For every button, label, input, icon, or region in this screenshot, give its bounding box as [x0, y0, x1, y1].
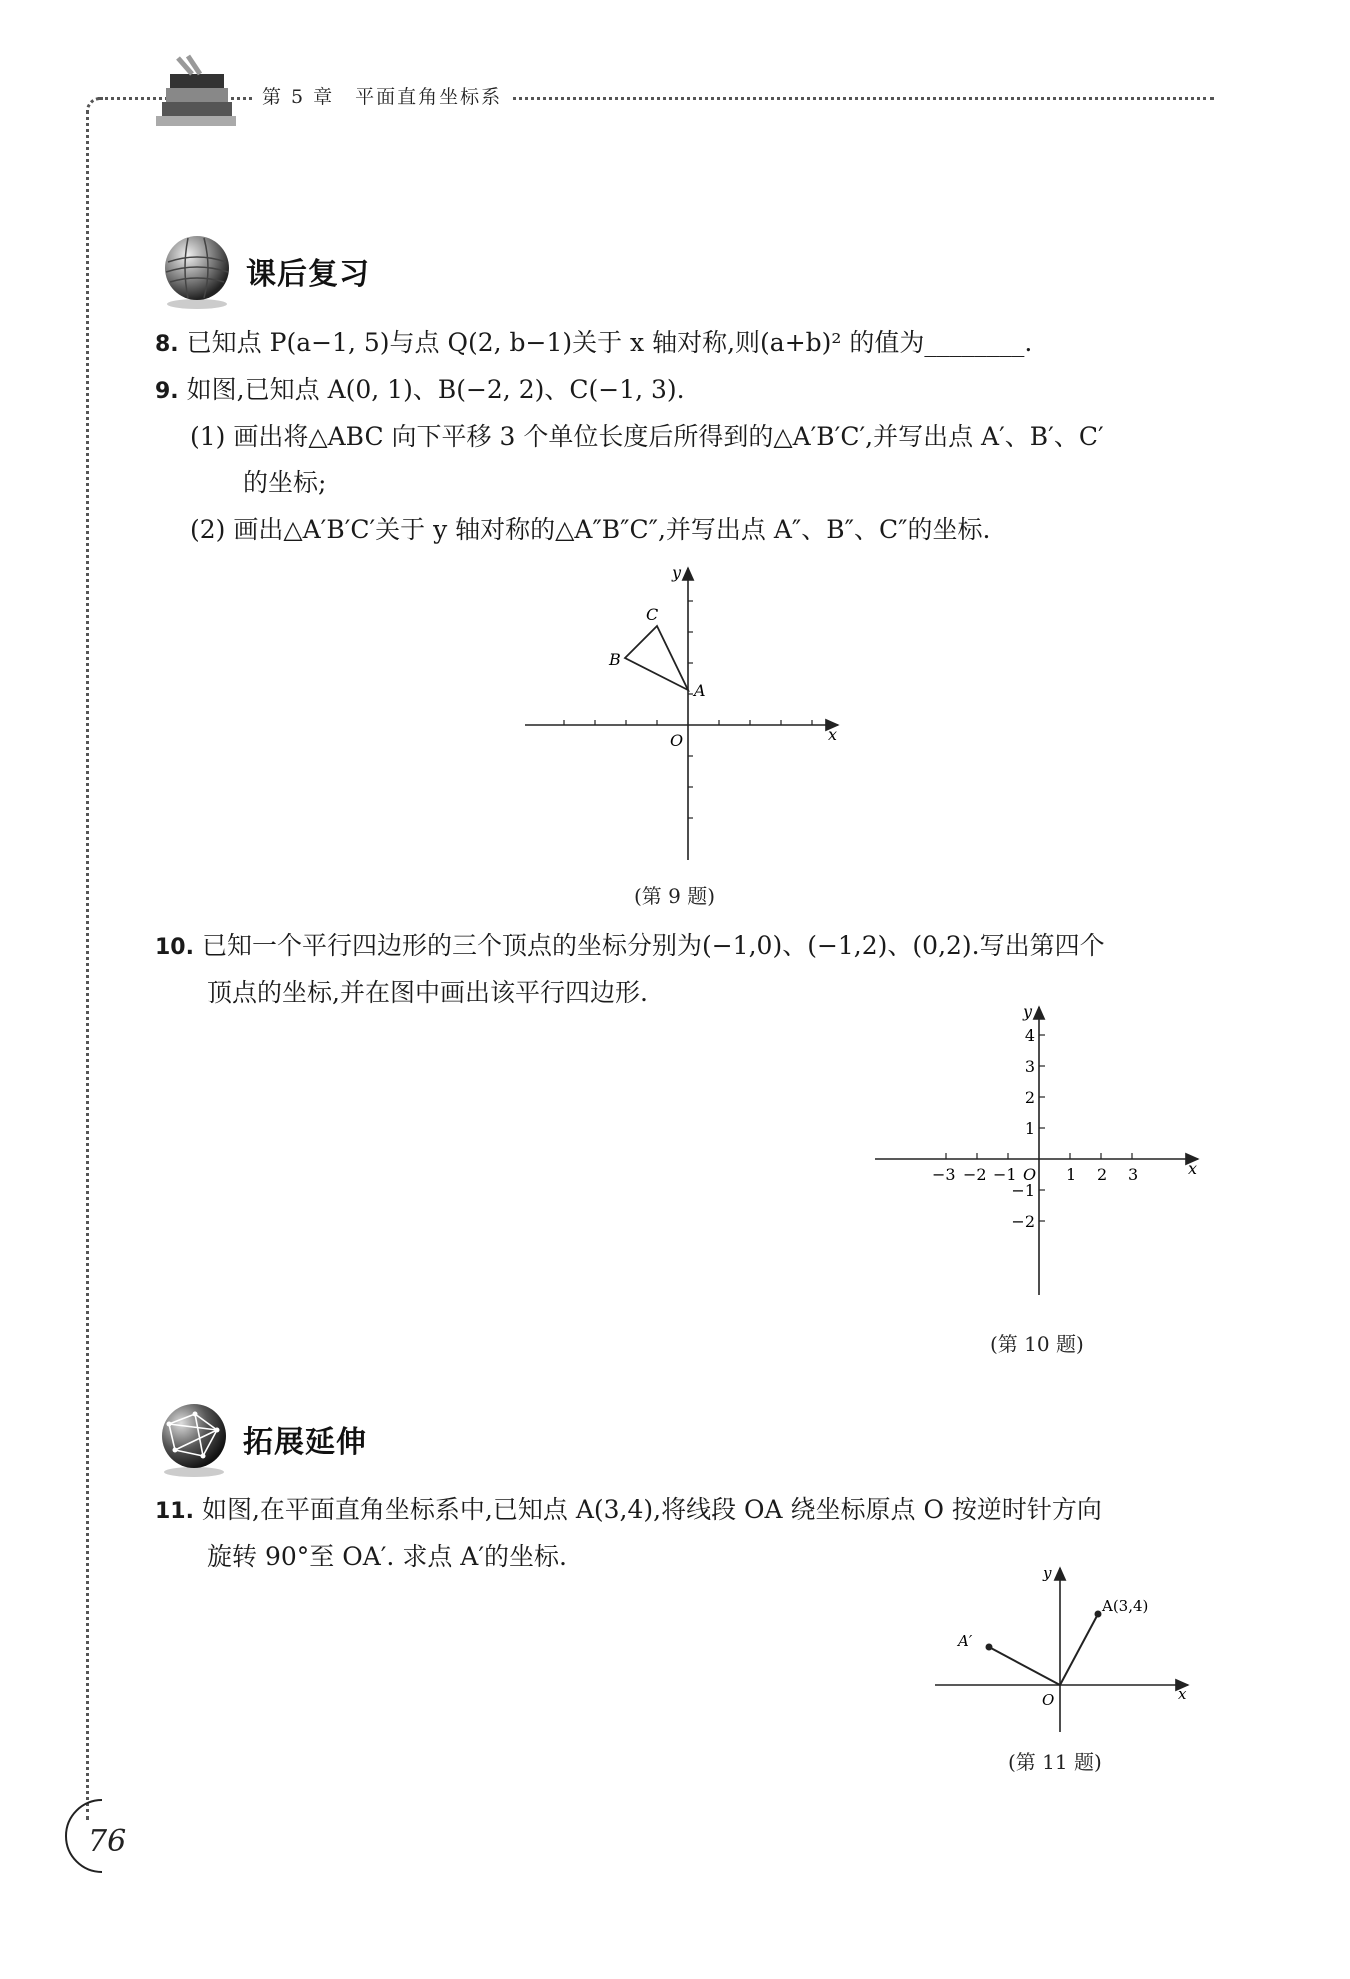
sphere-icon [158, 232, 236, 310]
question-9-part1-line2: 的坐标; [243, 468, 327, 497]
fig10-x-tick-1: 1 [1066, 1165, 1077, 1184]
figure-11-caption: (第 11 题) [1008, 1750, 1102, 1774]
question-9 [155, 375, 685, 405]
fig10-x-tick-3: 3 [1128, 1165, 1139, 1184]
side-dotted-rule [86, 110, 89, 1820]
question-10-number: 10. [155, 935, 194, 960]
question-8 [155, 328, 1032, 358]
fig10-x-tick-neg1: −1 [993, 1165, 1017, 1184]
question-11-number: 11. [155, 1499, 194, 1524]
fig11-label-a: A(3,4) [1102, 1597, 1149, 1615]
figure-11 [930, 1560, 1210, 1750]
question-10-line2: 顶点的坐标,并在图中画出该平行四边形. [207, 978, 648, 1007]
question-11-line2: 旋转 90°至 OA′. 求点 A′的坐标. [207, 1542, 567, 1571]
question-11-line1: 如图,在平面直角坐标系中,已知点 A(3,4),将线段 OA 绕坐标原点 O 按逆时针方向 [201, 1495, 1102, 1524]
fig11-segment-oa-prime [989, 1647, 1060, 1685]
fig9-label-c: C [646, 605, 659, 624]
question-9-number: 9. [155, 379, 179, 404]
fig10-y-tick-4: 4 [1024, 1026, 1035, 1045]
question-9-part1-line1: (1) 画出将△ABC 向下平移 3 个单位长度后所得到的△A′B′C′,并写出点 A′、B′、C′ [190, 422, 1104, 451]
fig9-label-a: A [694, 681, 706, 700]
fig10-origin-label: O [1023, 1165, 1037, 1184]
fig10-y-tick-neg1: −1 [1011, 1181, 1035, 1200]
question-8-number: 8. [155, 332, 179, 357]
fig11-x-label: x [1178, 1685, 1187, 1703]
figure-10 [870, 995, 1210, 1305]
fig11-segment-oa [1060, 1614, 1098, 1685]
question-8-text: 已知点 P(a−1, 5)与点 Q(2, b−1)关于 x 轴对称,则(a+b)² 的值为________. [186, 328, 1033, 357]
fig10-x-tick-neg2: −2 [963, 1165, 987, 1184]
fig9-origin-label: O [670, 731, 684, 750]
fig9-label-b: B [609, 650, 621, 669]
chapter-title: 第 5 章 平面直角坐标系 [252, 82, 512, 109]
question-9-part2: (2) 画出△A′B′C′关于 y 轴对称的△A″B″C″,并写出点 A″、B″、C″的坐标. [190, 515, 991, 544]
fig9-x-label: x [828, 725, 838, 744]
page-number: 76 [88, 1824, 127, 1859]
section-review-title: 课后复习 [246, 257, 370, 292]
fig10-y-tick-3: 3 [1024, 1057, 1035, 1076]
fig10-y-tick-1: 1 [1024, 1119, 1035, 1138]
fig10-y-tick-neg2: −2 [1011, 1212, 1035, 1231]
fig11-point-a-prime [986, 1644, 993, 1651]
question-10-line1: 已知一个平行四边形的三个顶点的坐标分别为(−1,0)、(−1,2)、(0,2).写出第四个 [201, 931, 1105, 960]
section-extension-header [155, 1400, 367, 1478]
fig11-label-a-prime: A′ [958, 1632, 973, 1650]
question-11 [155, 1495, 1102, 1525]
books-stack-icon [148, 52, 244, 136]
fig9-triangle-abc [625, 626, 688, 690]
fig9-y-label: y [672, 563, 682, 582]
section-extension-title: 拓展延伸 [243, 1425, 367, 1460]
fig11-point-a [1095, 1611, 1102, 1618]
globe-network-icon [155, 1400, 233, 1478]
fig11-origin-label: O [1042, 1691, 1055, 1709]
question-9-text: 如图,已知点 A(0, 1)、B(−2, 2)、C(−1, 3). [186, 375, 685, 404]
figure-9-caption: (第 9 题) [634, 884, 716, 908]
fig10-y-label: y [1023, 1002, 1033, 1021]
fig10-x-tick-2: 2 [1097, 1165, 1108, 1184]
section-review-header [158, 232, 370, 310]
fig10-y-tick-labels [1011, 1026, 1035, 1231]
fig11-y-label: y [1043, 1564, 1052, 1582]
figure-9 [520, 560, 850, 870]
figure-10-caption: (第 10 题) [990, 1332, 1084, 1356]
question-10 [155, 931, 1105, 961]
fig10-y-tick-2: 2 [1024, 1088, 1035, 1107]
fig10-x-tick-neg3: −3 [932, 1165, 956, 1184]
fig10-x-label: x [1188, 1159, 1198, 1178]
